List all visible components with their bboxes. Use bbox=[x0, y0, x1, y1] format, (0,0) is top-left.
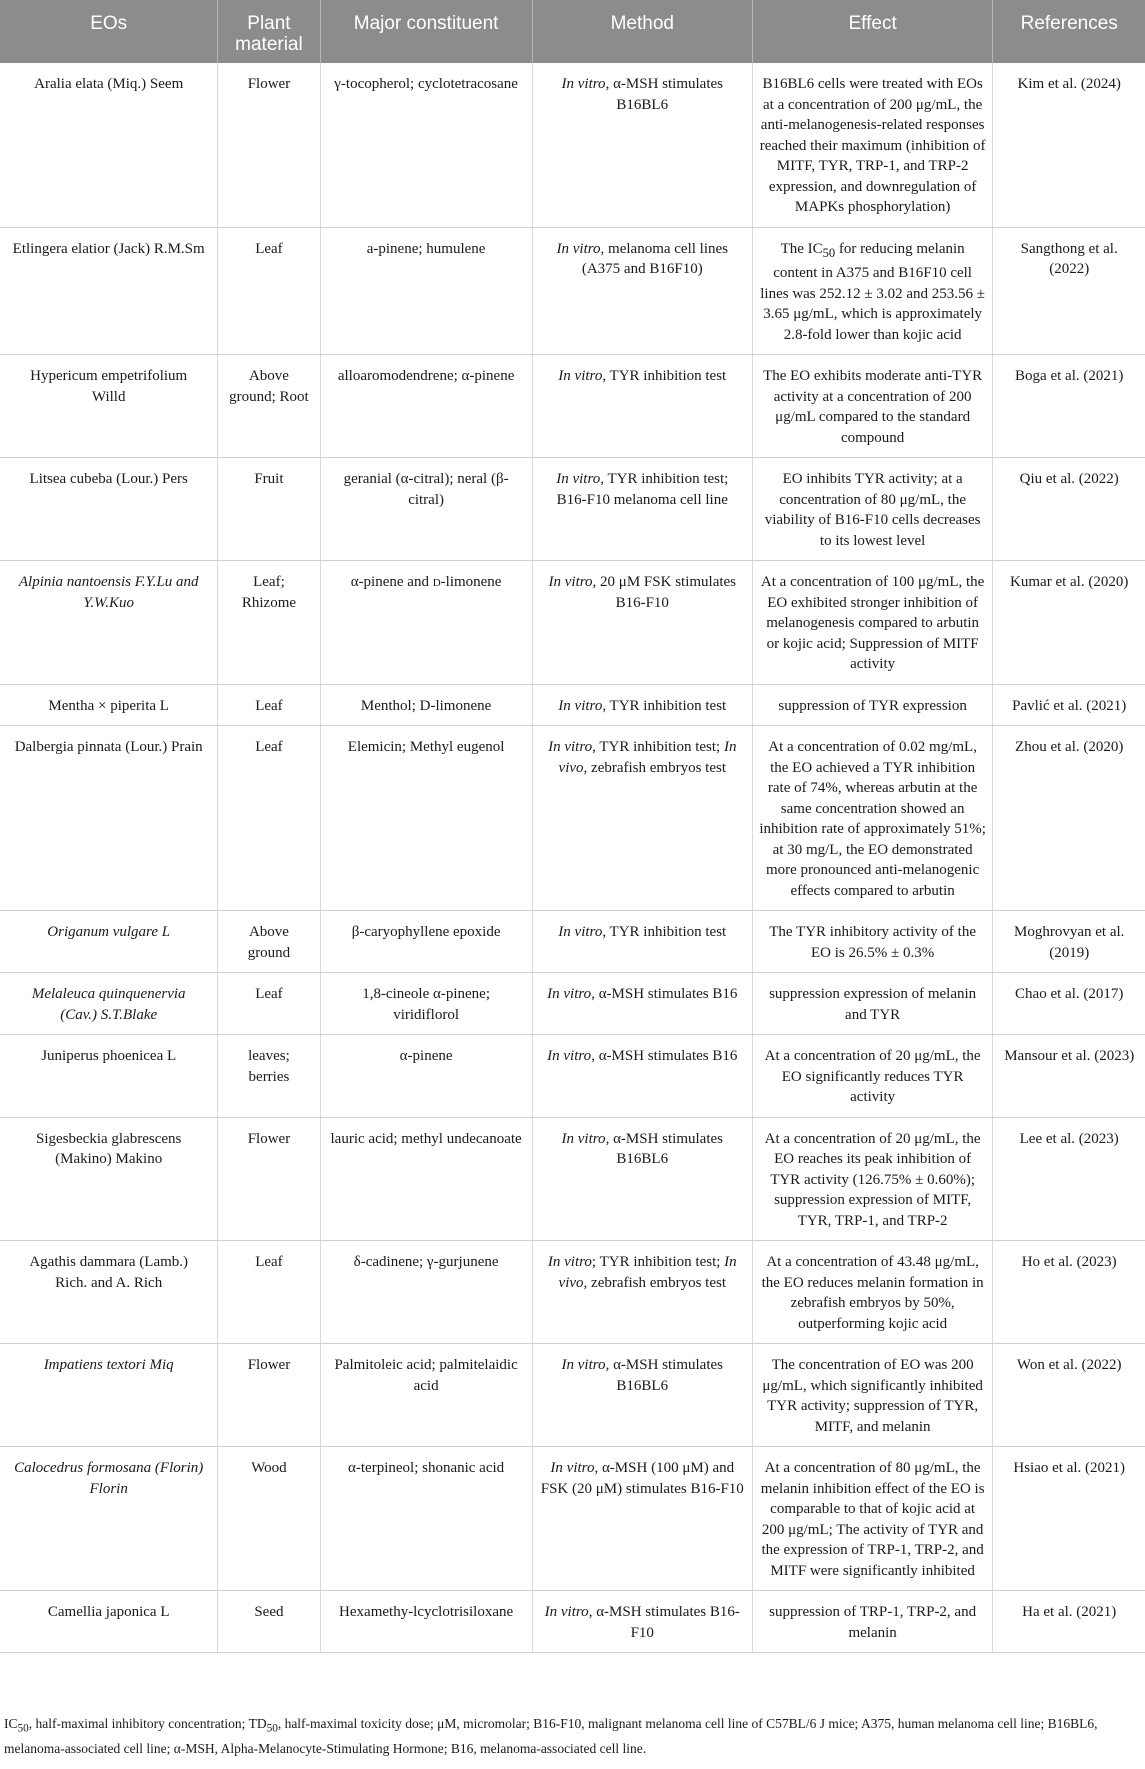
cell-method bbox=[532, 63, 752, 227]
method-text: , α-MSH stimulates B16BL6 bbox=[605, 1357, 724, 1394]
table-row bbox=[0, 355, 1145, 458]
method-italic: In vitro bbox=[544, 1604, 589, 1620]
footnote-part: , half-maximal toxicity dose; μM, micromolar; B16-F10, malignant melanoma cell line of C57BL/6 J mice; A375, human melanoma cell line; B16BL6, melanoma-associated cell line; α-MSH, Alpha-Melanocyte-Stimulating Hormone; B16, melanoma-associated cell line. bbox=[4, 1716, 1098, 1756]
method-italic: In vitro bbox=[561, 1357, 606, 1373]
cell-eo: Litsea cubeba (Lour.) Pers bbox=[0, 458, 218, 561]
table-row bbox=[0, 63, 1145, 227]
method-italic: In vitro bbox=[556, 471, 601, 487]
method-italic: In vitro bbox=[550, 1460, 595, 1476]
cell-major-constituent bbox=[320, 561, 532, 685]
cell-effect: At a concentration of 0.02 mg/mL, the EO achieved a TYR inhibition rate of 74%, whereas arbutin at the same concentration showed an inhibition rate of approximately 51%; at 30 mg/L, the EO demonstrated more pronounced anti-melanogenic effects compared to arbutin bbox=[752, 726, 993, 911]
method-text: , zebrafish embryos test bbox=[583, 759, 726, 776]
cell-effect: suppression of TRP-1, TRP-2, and melanin bbox=[752, 1591, 993, 1653]
cell-method bbox=[532, 227, 752, 355]
cell-effect: suppression expression of melanin and TYR bbox=[752, 973, 993, 1035]
method-text: , α-MSH stimulates B16-F10 bbox=[588, 1604, 740, 1641]
cell-major-constituent: Palmitoleic acid; palmitelaidic acid bbox=[320, 1344, 532, 1447]
effect-part: The IC bbox=[780, 240, 823, 257]
cell-reference: Sangthong et al. (2022) bbox=[993, 227, 1145, 355]
method-italic: In vitro bbox=[547, 1254, 592, 1270]
constituent-smallcaps: D bbox=[432, 577, 441, 589]
cell-method bbox=[532, 1035, 752, 1118]
cell-reference: Ho et al. (2023) bbox=[993, 1241, 1145, 1344]
cell-eo: Origanum vulgare L bbox=[0, 911, 218, 973]
method-italic: In vitro bbox=[561, 76, 606, 92]
cell-method bbox=[532, 561, 752, 685]
cell-method bbox=[532, 458, 752, 561]
effect-subscript: 50 bbox=[822, 245, 836, 260]
cell-reference: Lee et al. (2023) bbox=[993, 1117, 1145, 1241]
method-italic: In vitro bbox=[561, 1130, 606, 1147]
table-footnote bbox=[0, 1714, 1140, 1758]
cell-method bbox=[532, 684, 752, 726]
cell-major-constituent: lauric acid; methyl undecanoate bbox=[320, 1117, 532, 1241]
cell-effect: At a concentration of 20 μg/mL, the EO significantly reduces TYR activity bbox=[752, 1035, 993, 1118]
cell-major-constituent: δ-cadinene; γ-gurjunene bbox=[320, 1241, 532, 1344]
cell-major-constituent: α-pinene bbox=[320, 1035, 532, 1118]
cell-eo: Camellia japonica L bbox=[0, 1591, 218, 1653]
cell-method bbox=[532, 726, 752, 911]
cell-effect: At a concentration of 80 μg/mL, the melanin inhibition effect of the EO is comparable to that of kojic acid at 200 μg/mL; The activity of TYR and the expression of TRP-1, TRP-2, and MITF were significantly inhibited bbox=[752, 1447, 993, 1591]
cell-method bbox=[532, 1117, 752, 1241]
method-italic: In vitro bbox=[548, 739, 593, 755]
method-italic: In vitro bbox=[547, 1048, 592, 1064]
cell-plant-material: Leaf bbox=[218, 684, 320, 726]
table-row bbox=[0, 1344, 1145, 1447]
table-row bbox=[0, 1591, 1145, 1653]
cell-plant-material: Above ground; Root bbox=[218, 355, 320, 458]
cell-method bbox=[532, 973, 752, 1035]
method-text: , zebrafish embryos test bbox=[583, 1274, 726, 1291]
header-effect: Effect bbox=[752, 0, 993, 63]
method-text: , TYR inhibition test bbox=[602, 924, 727, 940]
cell-method bbox=[532, 1344, 752, 1447]
cell-eo: Dalbergia pinnata (Lour.) Prain bbox=[0, 726, 218, 911]
method-text: , 20 μM FSK stimulates B16-F10 bbox=[592, 574, 737, 611]
method-text: ; TYR inhibition test; bbox=[591, 1254, 725, 1270]
cell-major-constituent: alloaromodendrene; α-pinene bbox=[320, 355, 532, 458]
cell-effect: The EO exhibits moderate anti-TYR activity at a concentration of 200 μg/mL compared to the standard compound bbox=[752, 355, 993, 458]
table-row bbox=[0, 227, 1145, 355]
table-row bbox=[0, 1447, 1145, 1591]
table-row bbox=[0, 911, 1145, 973]
cell-plant-material: Leaf bbox=[218, 1241, 320, 1344]
constituent-part: α-pinene and bbox=[350, 574, 433, 590]
table-row bbox=[0, 561, 1145, 685]
cell-eo: Sigesbeckia glabrescens (Makino) Makino bbox=[0, 1117, 218, 1241]
cell-method bbox=[532, 1241, 752, 1344]
cell-eo: Melaleuca quinquenervia (Cav.) S.T.Blake bbox=[0, 973, 218, 1035]
constituent-part: -limonene bbox=[440, 574, 502, 590]
cell-plant-material: leaves; berries bbox=[218, 1035, 320, 1118]
cell-reference: Moghrovyan et al. (2019) bbox=[993, 911, 1145, 973]
cell-reference: Chao et al. (2017) bbox=[993, 973, 1145, 1035]
cell-reference: Ha et al. (2021) bbox=[993, 1591, 1145, 1653]
table-row bbox=[0, 1241, 1145, 1344]
method-italic: In vitro bbox=[558, 924, 603, 940]
cell-reference: Kumar et al. (2020) bbox=[993, 561, 1145, 685]
method-italic: In vivo bbox=[558, 739, 737, 776]
cell-effect: EO inhibits TYR activity; at a concentration of 80 μg/mL, the viability of B16-F10 cells decreases to its lowest level bbox=[752, 458, 993, 561]
cell-major-constituent: Elemicin; Methyl eugenol bbox=[320, 726, 532, 911]
method-italic: In vitro bbox=[558, 368, 603, 384]
cell-plant-material: Flower bbox=[218, 1344, 320, 1447]
method-italic: In vitro bbox=[547, 986, 592, 1002]
header-eos: EOs bbox=[0, 0, 218, 63]
cell-effect: The concentration of EO was 200 μg/mL, which significantly inhibited TYR activity; suppression of TYR, MITF, and melanin bbox=[752, 1344, 993, 1447]
cell-effect: At a concentration of 100 μg/mL, the EO exhibited stronger inhibition of melanogenesis compared to arbutin or kojic acid; Suppression of MITF activity bbox=[752, 561, 993, 685]
cell-eo: Agathis dammara (Lamb.) Rich. and A. Rich bbox=[0, 1241, 218, 1344]
cell-major-constituent: Menthol; D-limonene bbox=[320, 684, 532, 726]
cell-reference: Mansour et al. (2023) bbox=[993, 1035, 1145, 1118]
cell-eo: Aralia elata (Miq.) Seem bbox=[0, 63, 218, 227]
cell-eo: Etlingera elatior (Jack) R.M.Sm bbox=[0, 227, 218, 355]
table-row bbox=[0, 973, 1145, 1035]
header-references: References bbox=[993, 0, 1145, 63]
cell-plant-material: Flower bbox=[218, 1117, 320, 1241]
method-italic: In vitro bbox=[548, 574, 593, 590]
cell-plant-material: Seed bbox=[218, 1591, 320, 1653]
table-row bbox=[0, 1035, 1145, 1118]
method-text: , α-MSH stimulates B16 bbox=[591, 1048, 738, 1064]
method-text: , TYR inhibition test bbox=[602, 697, 727, 714]
cell-method bbox=[532, 1447, 752, 1591]
table-row bbox=[0, 726, 1145, 911]
cell-plant-material: Leaf bbox=[218, 726, 320, 911]
cell-effect: suppression of TYR expression bbox=[752, 684, 993, 726]
cell-eo: Mentha × piperita L bbox=[0, 684, 218, 726]
cell-plant-material: Fruit bbox=[218, 458, 320, 561]
cell-plant-material: Leaf bbox=[218, 973, 320, 1035]
method-text: , TYR inhibition test; bbox=[592, 739, 724, 755]
cell-eo: Hypericum empetrifolium Willd bbox=[0, 355, 218, 458]
cell-effect bbox=[752, 227, 993, 355]
cell-reference: Pavlić et al. (2021) bbox=[993, 684, 1145, 726]
method-text: , TYR inhibition test; B16-F10 melanoma cell line bbox=[556, 471, 729, 508]
method-italic: In vivo bbox=[558, 1254, 737, 1291]
cell-reference: Won et al. (2022) bbox=[993, 1344, 1145, 1447]
method-text: , α-MSH stimulates B16 bbox=[591, 986, 738, 1002]
method-text: , melanoma cell lines (A375 and B16F10) bbox=[581, 240, 729, 277]
method-italic: In vitro bbox=[558, 697, 603, 714]
cell-major-constituent: a-pinene; humulene bbox=[320, 227, 532, 355]
cell-method bbox=[532, 1591, 752, 1653]
footnote-part: , half-maximal inhibitory concentration; TD bbox=[28, 1716, 267, 1731]
cell-reference: Zhou et al. (2020) bbox=[993, 726, 1145, 911]
footnote-subscript: 50 bbox=[266, 1722, 278, 1735]
method-text: , TYR inhibition test bbox=[602, 368, 727, 384]
cell-effect: The TYR inhibitory activity of the EO is 26.5% ± 0.3% bbox=[752, 911, 993, 973]
cell-plant-material: Flower bbox=[218, 63, 320, 227]
method-text: , α-MSH stimulates B16BL6 bbox=[605, 1130, 724, 1167]
cell-major-constituent: α-terpineol; shonanic acid bbox=[320, 1447, 532, 1591]
table-row bbox=[0, 684, 1145, 726]
header-major-constituent: Major constituent bbox=[320, 0, 532, 63]
method-text: , α-MSH (100 μM) and FSK (20 μM) stimulates B16-F10 bbox=[540, 1460, 744, 1497]
table-row bbox=[0, 458, 1145, 561]
cell-reference: Hsiao et al. (2021) bbox=[993, 1447, 1145, 1591]
footnote-subscript: 50 bbox=[17, 1722, 29, 1735]
cell-major-constituent: Hexamethy-lcyclotrisiloxane bbox=[320, 1591, 532, 1653]
cell-plant-material: Above ground bbox=[218, 911, 320, 973]
header-plant-material: Plant material bbox=[218, 0, 320, 63]
table-row bbox=[0, 1117, 1145, 1241]
cell-plant-material: Leaf bbox=[218, 227, 320, 355]
cell-major-constituent: β-caryophyllene epoxide bbox=[320, 911, 532, 973]
cell-eo: Calocedrus formosana (Florin) Florin bbox=[0, 1447, 218, 1591]
cell-effect: At a concentration of 20 μg/mL, the EO reaches its peak inhibition of TYR activity (126.75% ± 0.60%); suppression expression of MITF, TYR, TRP-1, and TRP-2 bbox=[752, 1117, 993, 1241]
cell-reference: Kim et al. (2024) bbox=[993, 63, 1145, 227]
cell-major-constituent: geranial (α-citral); neral (β-citral) bbox=[320, 458, 532, 561]
cell-reference: Qiu et al. (2022) bbox=[993, 458, 1145, 561]
table-header-row bbox=[0, 0, 1145, 63]
cell-reference: Boga et al. (2021) bbox=[993, 355, 1145, 458]
cell-effect: At a concentration of 43.48 μg/mL, the EO reduces melanin formation in zebrafish embryos by 50%, outperforming kojic acid bbox=[752, 1241, 993, 1344]
header-method: Method bbox=[532, 0, 752, 63]
footnote-part: IC bbox=[4, 1716, 18, 1731]
cell-major-constituent: γ-tocopherol; cyclotetracosane bbox=[320, 63, 532, 227]
method-italic: In vitro bbox=[556, 240, 601, 257]
effect-part: for reducing melanin content in A375 and B16F10 cell lines was 252.12 ± 3.02 and 253.56 ± 3.65 μg/mL, which is approximately 2.8-fold lower than kojic acid bbox=[760, 240, 986, 343]
cell-eo: Impatiens textori Miq bbox=[0, 1344, 218, 1447]
cell-effect: B16BL6 cells were treated with EOs at a concentration of 200 μg/mL, the anti-melanogenesis-related responses reached their maximum (inhibition of MITF, TYR, TRP-1, and TRP-2 expression, and downregulation of MAPKs phosphorylation) bbox=[752, 63, 993, 227]
cell-major-constituent: 1,8-cineole α-pinene; viridiflorol bbox=[320, 973, 532, 1035]
cell-method bbox=[532, 355, 752, 458]
cell-method bbox=[532, 911, 752, 973]
cell-eo: Alpinia nantoensis F.Y.Lu and Y.W.Kuo bbox=[0, 561, 218, 685]
cell-plant-material: Leaf; Rhizome bbox=[218, 561, 320, 685]
cell-eo: Juniperus phoenicea L bbox=[0, 1035, 218, 1118]
cell-plant-material: Wood bbox=[218, 1447, 320, 1591]
method-text: , α-MSH stimulates B16BL6 bbox=[605, 76, 724, 113]
